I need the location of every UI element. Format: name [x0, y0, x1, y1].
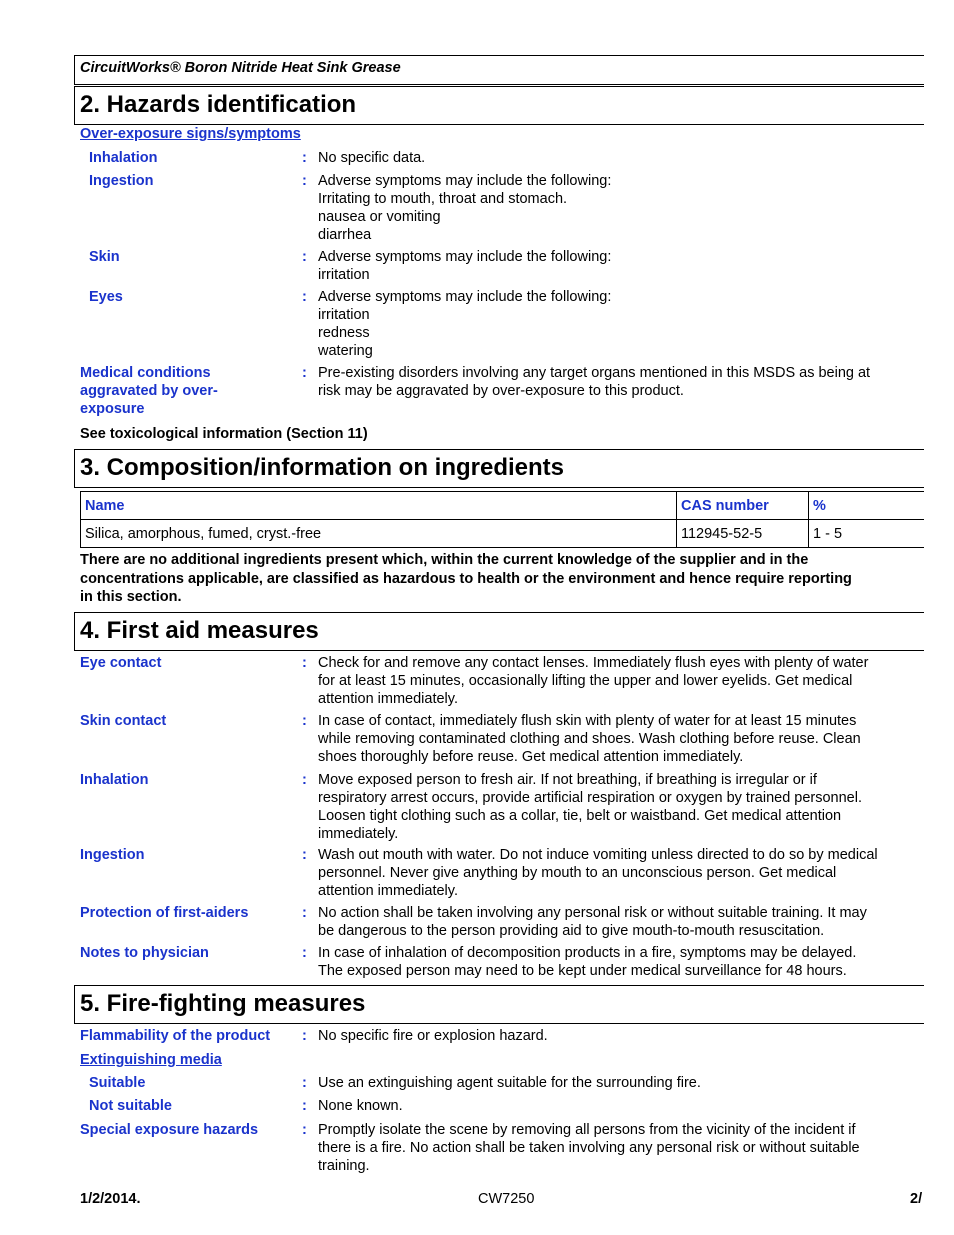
value-line: Irritating to mouth, throat and stomach. [318, 191, 568, 207]
value-line: respiratory arrest occurs, provide artificial respiration or oxygen by trained personnel. [318, 790, 862, 806]
product-title: CircuitWorks® Boron Nitride Heat Sink Grease [74, 55, 924, 85]
field-label: Special exposure hazards [80, 1122, 259, 1138]
colon-separator: : [302, 249, 307, 265]
table-row [81, 520, 925, 548]
value-line: In case of contact, immediately flush skin with plenty of water for at least 15 minutes [318, 713, 857, 729]
overexposure-label: Over-exposure signs/symptoms [80, 126, 301, 142]
field-label: Not suitable [89, 1098, 172, 1114]
section-3-title: 3. Composition/information on ingredients [74, 449, 924, 488]
colon-separator: : [302, 1075, 307, 1091]
section-5-title: 5. Fire-fighting measures [74, 985, 924, 1024]
value-line: Adverse symptoms may include the following: [318, 173, 612, 189]
value-line: immediately. [318, 826, 399, 842]
value-line: Move exposed person to fresh air. If not breathing, if breathing is irregular or if [318, 772, 817, 788]
colon-separator: : [302, 365, 307, 381]
ingredient-name-cell: Silica, amorphous, fumed, cryst.-free [81, 520, 677, 548]
value-line: No specific fire or explosion hazard. [318, 1028, 548, 1044]
field-value [318, 654, 924, 708]
value-line: No action shall be taken involving any personal risk or without suitable training. It may [318, 905, 867, 921]
field-label: Inhalation [89, 150, 158, 166]
field-value [318, 364, 924, 400]
field-label: Notes to physician [80, 945, 209, 961]
field-value [318, 149, 924, 167]
extinguishing-label: Extinguishing media [80, 1052, 222, 1068]
value-line: redness [318, 325, 370, 341]
field-value [318, 904, 924, 940]
additional-ingredients-note [80, 551, 852, 607]
see-tox-note: See toxicological information (Section 11) [80, 426, 368, 442]
value-line: The exposed person may need to be kept under medical surveillance for 48 hours. [318, 963, 847, 979]
value-line: Use an extinguishing agent suitable for the surrounding fire. [318, 1075, 701, 1091]
field-label: Skin [89, 249, 120, 265]
label-line: aggravated by over- [80, 383, 218, 399]
colon-separator: : [302, 1098, 307, 1114]
footer-code: CW7250 [478, 1191, 535, 1207]
field-label: Flammability of the product [80, 1028, 271, 1044]
note-line: There are no additional ingredients present which, within the current knowledge of the supplier and in the [80, 552, 809, 568]
value-line: irritation [318, 307, 370, 323]
label-line: exposure [80, 401, 145, 417]
value-line: for at least 15 minutes, occasionally lifting the upper and lower eyelids. Get medical [318, 673, 853, 689]
value-line: Pre-existing disorders involving any target organs mentioned in this MSDS as being at [318, 365, 871, 381]
field-value [318, 944, 924, 980]
colon-separator: : [302, 772, 307, 788]
field-value [318, 771, 924, 843]
table-header-row [81, 492, 925, 520]
value-line: Adverse symptoms may include the following: [318, 249, 612, 265]
footer-date: 1/2/2014. [80, 1191, 141, 1207]
value-line: training. [318, 1158, 370, 1174]
value-line: Wash out mouth with water. Do not induce vomiting unless directed to do so by medical [318, 847, 878, 863]
colon-separator: : [302, 1028, 307, 1044]
value-line: while removing contaminated clothing and shoes. Wash clothing before reuse. Clean [318, 731, 861, 747]
value-line: irritation [318, 267, 370, 283]
cas-number-cell: 112945-52-5 [677, 520, 809, 548]
colon-separator: : [302, 713, 307, 729]
colon-separator: : [302, 655, 307, 671]
colon-separator: : [302, 173, 307, 189]
field-label: Suitable [89, 1075, 146, 1091]
field-value [318, 712, 924, 766]
section-2-title: 2. Hazards identification [74, 86, 924, 125]
ingredients-table [80, 491, 924, 548]
percent-cell: 1 - 5 [809, 520, 925, 548]
field-label: Ingestion [80, 847, 145, 863]
value-line: watering [318, 343, 373, 359]
field-label: Protection of first-aiders [80, 905, 249, 921]
note-line: concentrations applicable, are classified as hazardous to health or the environment and hence require reporting [80, 570, 852, 587]
value-line: Promptly isolate the scene by removing all persons from the vicinity of the incident if [318, 1122, 856, 1138]
note-line: in this section. [80, 589, 182, 605]
value-line: personnel. Never give anything by mouth to an unconscious person. Get medical [318, 865, 837, 881]
field-value [318, 1027, 924, 1045]
value-line: nausea or vomiting [318, 209, 441, 225]
value-line: Adverse symptoms may include the following: [318, 289, 612, 305]
field-value [318, 1074, 924, 1092]
field-value [318, 172, 924, 244]
column-header-percent: % [809, 492, 925, 520]
colon-separator: : [302, 1122, 307, 1138]
label-line: Medical conditions [80, 365, 211, 381]
field-label: Skin contact [80, 713, 167, 729]
column-header-cas: CAS number [677, 492, 809, 520]
value-line: Check for and remove any contact lenses. Immediately flush eyes with plenty of water [318, 655, 869, 671]
field-label [80, 364, 218, 418]
value-line: there is a fire. No action shall be taken involving any personal risk or without suitable [318, 1140, 860, 1156]
colon-separator: : [302, 150, 307, 166]
field-value [318, 1097, 924, 1115]
column-header-name: Name [81, 492, 677, 520]
colon-separator: : [302, 289, 307, 305]
footer-page-number: 2/ [910, 1191, 923, 1207]
colon-separator: : [302, 847, 307, 863]
value-line: Loosen tight clothing such as a collar, tie, belt or waistband. Get medical attention [318, 808, 842, 824]
field-label: Ingestion [89, 173, 154, 189]
field-value [318, 846, 924, 900]
field-value [318, 248, 924, 284]
field-value [318, 1121, 924, 1175]
value-line: In case of inhalation of decomposition products in a fire, symptoms may be delayed. [318, 945, 857, 961]
field-label: Eyes [89, 289, 123, 305]
field-label: Inhalation [80, 772, 149, 788]
value-line: be dangerous to the person providing aid to give mouth-to-mouth resuscitation. [318, 923, 825, 939]
value-line: attention immediately. [318, 883, 458, 899]
value-line: risk may be aggravated by over-exposure to this product. [318, 383, 684, 399]
value-line: None known. [318, 1098, 403, 1114]
section-4-title: 4. First aid measures [74, 612, 924, 651]
value-line: diarrhea [318, 227, 372, 243]
colon-separator: : [302, 945, 307, 961]
value-line: No specific data. [318, 150, 426, 166]
field-value [318, 288, 924, 360]
value-line: shoes thoroughly before reuse. Get medical attention immediately. [318, 749, 744, 765]
field-label: Eye contact [80, 655, 162, 671]
value-line: attention immediately. [318, 691, 458, 707]
colon-separator: : [302, 905, 307, 921]
